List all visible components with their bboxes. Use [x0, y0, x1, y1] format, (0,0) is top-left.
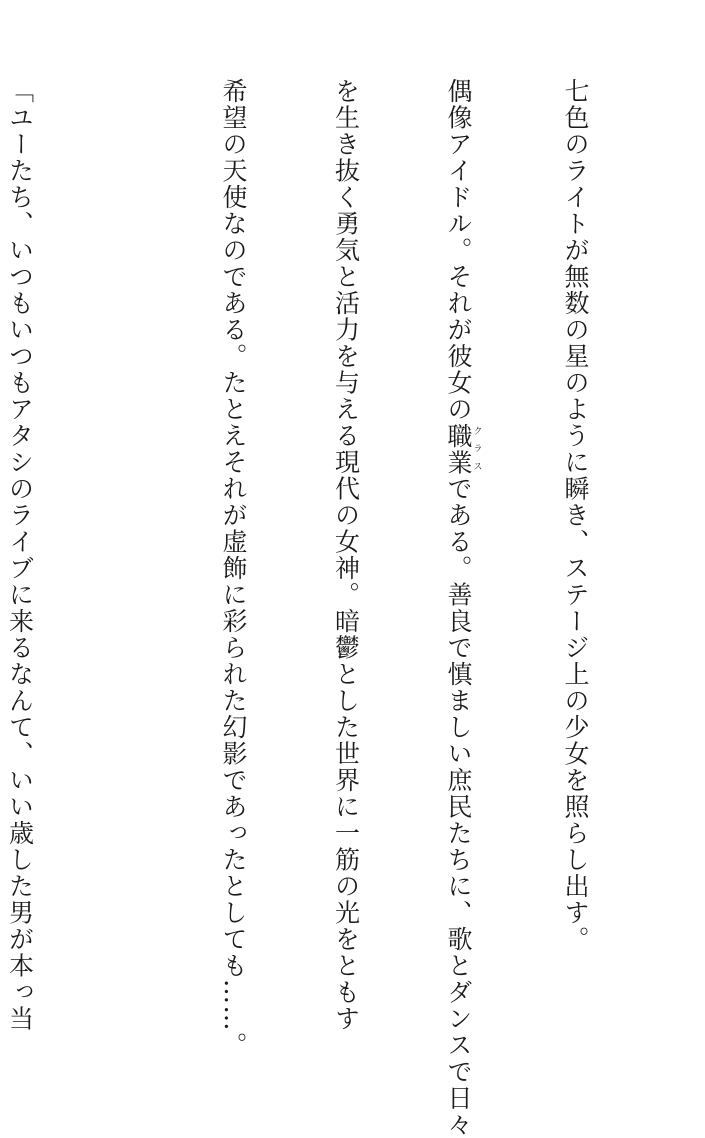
text-column-2: 偶像アイドル。それが彼女の職業クラスである。善良で慎ましい庶民たちに、歌とダンスで日々: [444, 78, 482, 1138]
paragraph-gap: [114, 78, 140, 962]
furigana-reading: クラス: [471, 422, 482, 476]
text-column-4: 希望の天使なのである。たとえそれが虚飾に彩られた幻影であったとしても……。: [219, 78, 248, 1059]
text-column-5: 「ユーたち、いつもいつもアタシのライブに来るなんて、いい歳した男が本っ当: [5, 78, 35, 1032]
furigana-ruby: 職業クラス: [444, 422, 482, 476]
text-column-3: を生き抜く勇気と活力を与える現代の女神。暗鬱とした世界に一筋の光をともす: [331, 78, 361, 1032]
vertical-text-body: [0, 78, 669, 1138]
text-column-1: 七色のライトが無数の星のように瞬き、ステージ上の少女を照らし出す。: [561, 78, 590, 953]
